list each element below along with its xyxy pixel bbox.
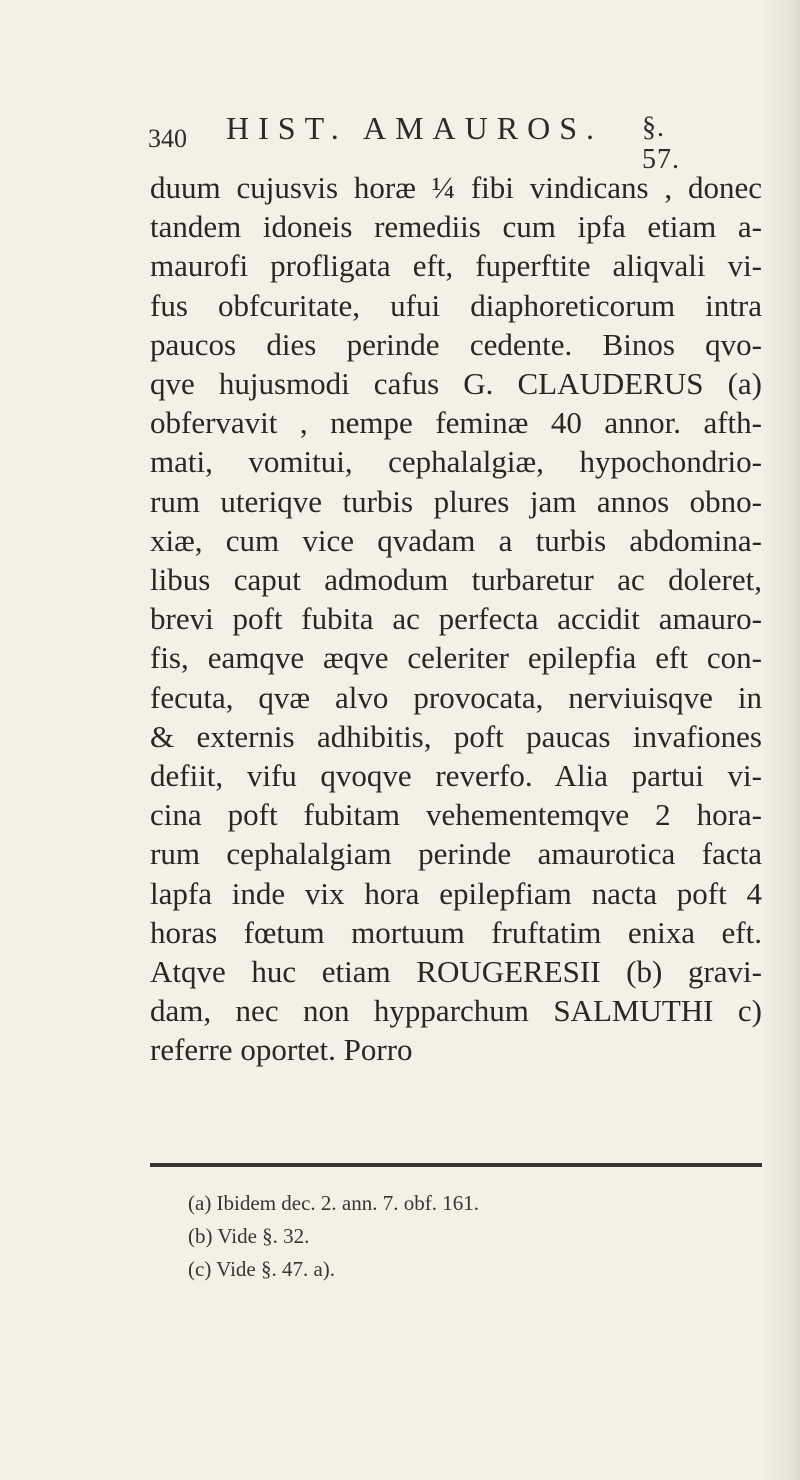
text-line: maurofi profligata eft, fuperftite aliqvali vi- (150, 248, 762, 284)
text-line: fecuta, qvæ alvo provocata, nerviuisqve in (150, 679, 762, 715)
footnote-b: (b) Vide §. 32. (188, 1224, 310, 1248)
text-line: qve hujusmodi cafus G. CLAUDERUS (a) (150, 366, 762, 402)
text-line: cina poft fubitam vehementemqve 2 hora- (150, 797, 762, 833)
text-line: rum uteriqve turbis plures jam annos obno- (150, 483, 762, 519)
footnote-divider (150, 1163, 762, 1167)
footnotes (188, 1187, 748, 1286)
running-title: HIST. AMAUROS. (226, 110, 603, 146)
text-line: dam, nec non hypparchum SALMUTHI c) (150, 993, 762, 1029)
text-line: mati, vomitui, cephalalgiæ, hypochondrio- (150, 444, 762, 480)
section-marker: §. 57. (642, 112, 680, 175)
text-line: obfervavit , nempe feminæ 40 annor. afth- (150, 405, 762, 441)
text-line: fus obfcuritate, ufui diaphoreticorum intra (150, 287, 762, 323)
text-line: lapfa inde vix hora epilepfiam nacta poft 4 (150, 875, 762, 911)
footnote-c: (c) Vide §. 47. a). (188, 1257, 336, 1281)
text-line: xiæ, cum vice qvadam a turbis abdomina- (150, 522, 762, 558)
text-line: libus caput admodum turbaretur ac doleret, (150, 562, 762, 598)
text-line: tandem idoneis remediis cum ipfa etiam a- (150, 209, 762, 245)
body-text (150, 168, 762, 1070)
page-number: 340 (148, 124, 187, 153)
text-line: duum cujusvis horæ ¼ fibi vindicans , donec (150, 170, 762, 205)
text-line: defiit, vifu qvoqve reverfo. Alia partui vi- (150, 758, 762, 794)
text-line: brevi poft fubita ac perfecta accidit amauro- (150, 601, 762, 637)
text-line: paucos dies perinde cedente. Binos qvo- (150, 326, 762, 362)
text-line: Atqve huc etiam ROUGERESII (b) gravi- (150, 954, 762, 990)
footnote-a: (a) Ibidem dec. 2. ann. 7. obf. 161. (188, 1191, 479, 1215)
text-line: referre oportet. Porro (150, 1032, 413, 1068)
text-line: fis, eamqve æqve celeriter epilepfia eft con- (150, 640, 762, 676)
running-head (148, 110, 710, 175)
text-line: rum cephalalgiam perinde amaurotica facta (150, 836, 762, 872)
text-line: horas fœtum mortuum fruftatim enixa eft. (150, 914, 762, 950)
text-line: & externis adhibitis, poft paucas invafiones (150, 718, 762, 754)
